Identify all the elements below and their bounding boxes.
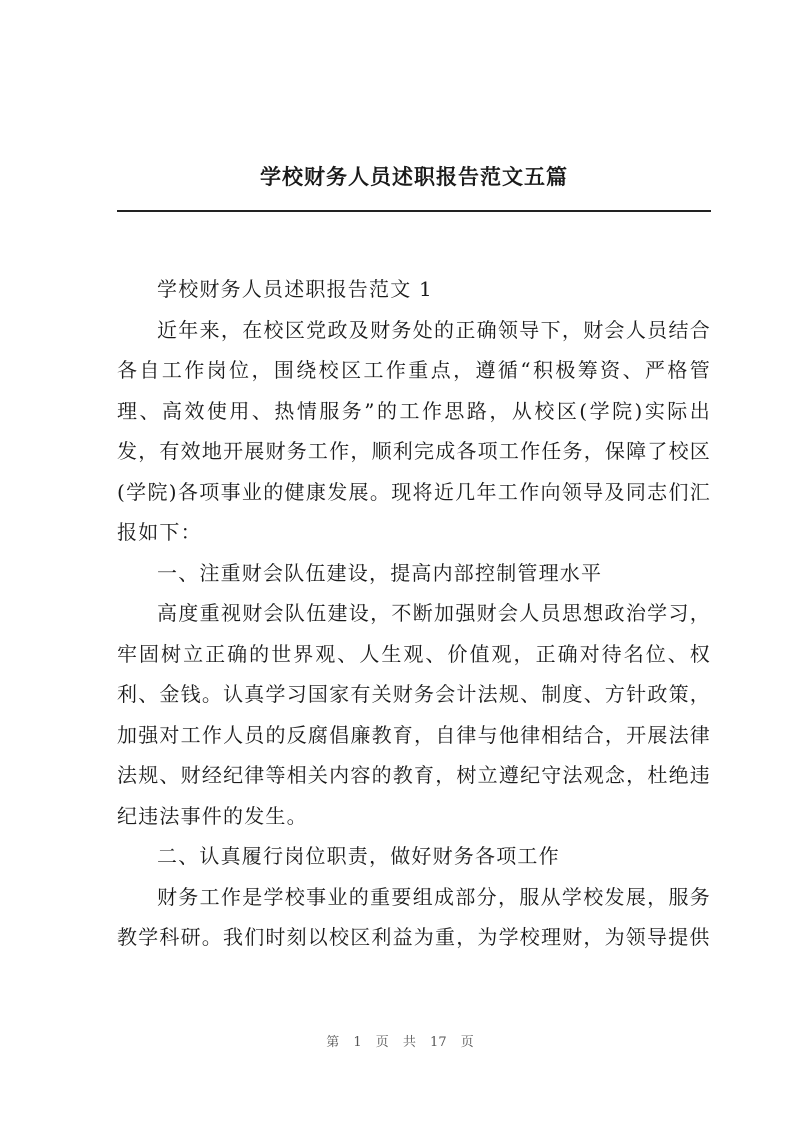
section-heading: 一、注重财会队伍建设，提高内部控制管理水平 [157,560,603,585]
body-paragraph: 近年来，在校区党政及财务处的正确领导下，财会人员结合各自工作岗位，围绕校区工作重点，遵循“积极筹资、严格管理、高效使用、热情服务”的工作思路，从校区(学院)实际出发，有效地开展财务工作，顺利完成各项工作任务，保障了校区(学院)各项事业的健康发展。现将近几年工作向领导及同志们汇报如下： [117,317,711,544]
body-paragraph: 高度重视财会队伍建设，不断加强财会人员思想政治学习，牢固树立正确的世界观、人生观、价值观，正确对待名位、权利、金钱。认真学习国家有关财务会计法规、制度、方针政策，加强对工作人员的反腐倡廉教育，自律与他律相结合，开展法律法规、财经纪律等相关内容的教育，树立遵纪守法观念，杜绝违纪违法事件的发生。 [117,601,711,828]
document-body [117,269,711,958]
section-heading: 学校财务人员述职报告范文 1 [157,277,433,301]
title-divider [117,210,711,212]
section-heading: 二、认真履行岗位职责，做好财务各项工作 [157,844,560,868]
body-paragraph: 财务工作是学校事业的重要组成部分，服从学校发展，服务教学科研。我们时刻以校区利益为重，为学校理财，为领导提供 [117,884,711,949]
document-title: 学校财务人员述职报告范文五篇 [260,164,568,189]
page-number-footer: 第 1 页 共 17 页 [326,1035,474,1050]
